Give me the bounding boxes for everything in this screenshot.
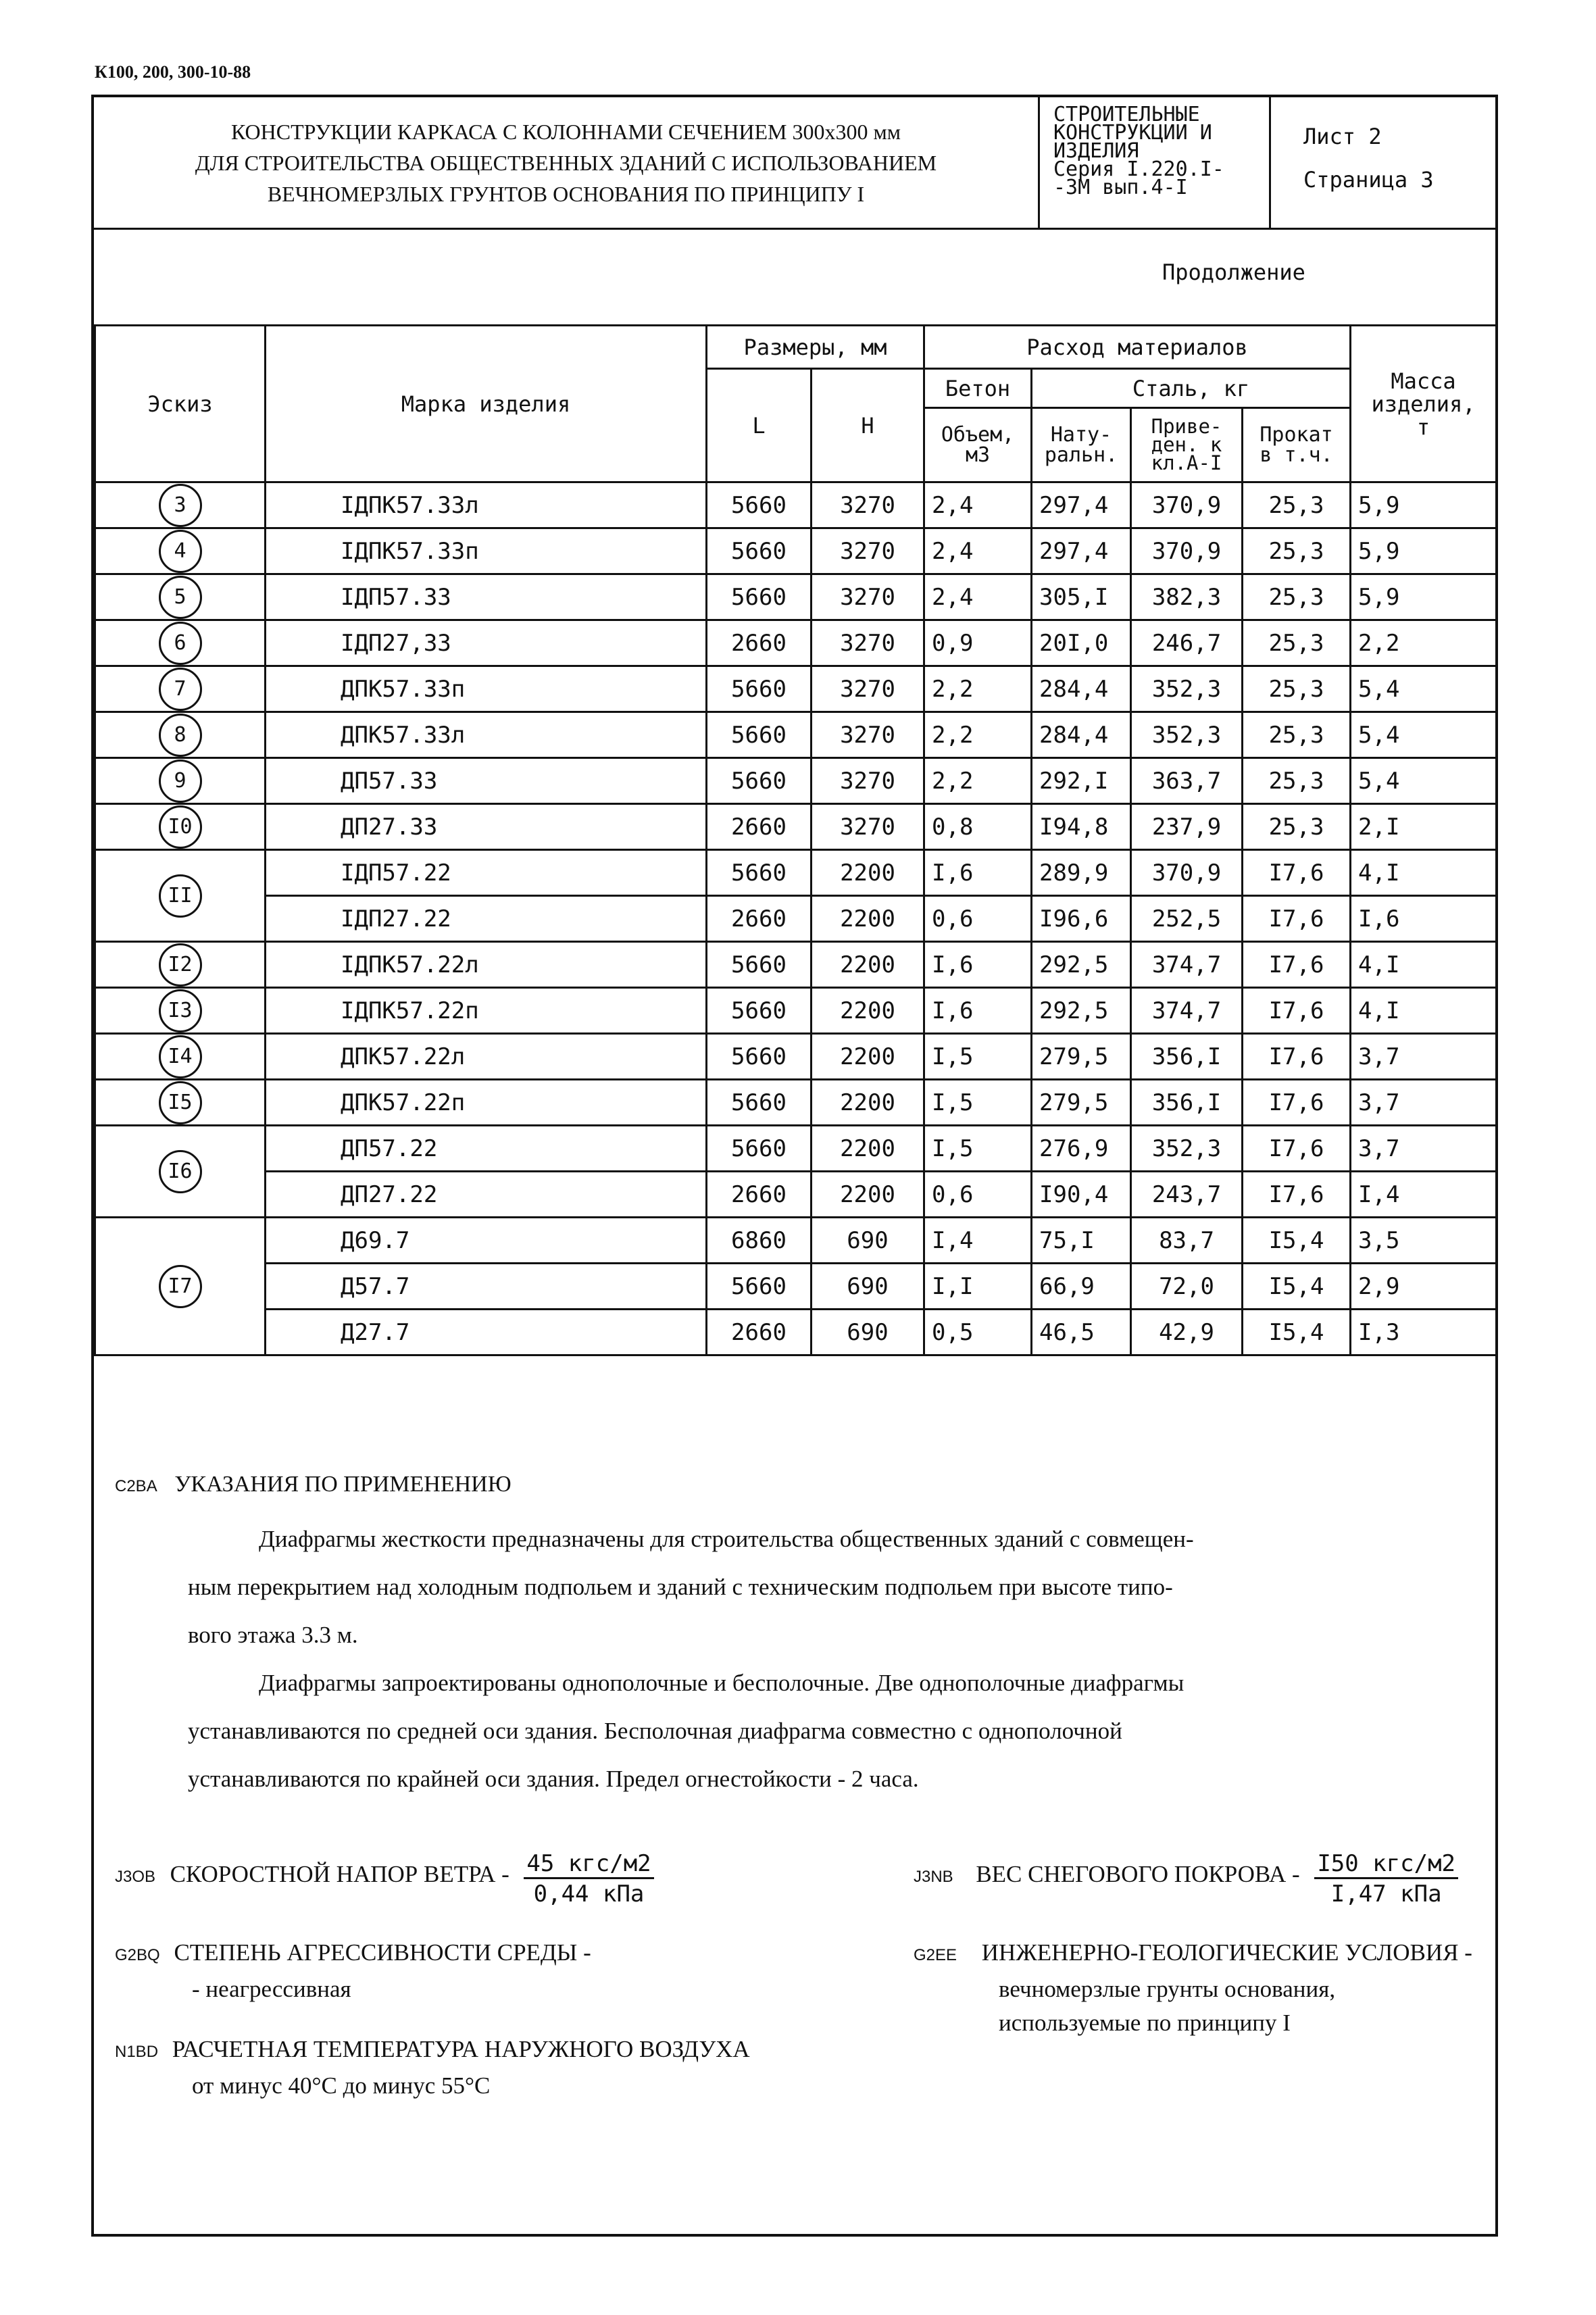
title-line: ВЕЧНОМЕРЗЛЫХ ГРУНТОВ ОСНОВАНИЯ ПО ПРИНЦИПУ I — [267, 181, 865, 206]
cell-mark: IДП27.22 — [266, 896, 707, 942]
geology-line: вечномерзлые грунты основания, — [999, 1976, 1336, 2002]
cell-mark: IДП57.22 — [266, 850, 707, 896]
header-materials: Расход материалов — [924, 326, 1351, 369]
paragraph-line: Диафрагмы запроектированы однополочные и бесполочные. Две однополочные диафрагмы — [259, 1670, 1184, 1696]
wind-value-kgs: 45 кгс/м2 — [524, 1850, 653, 1879]
cell-mass: 2,I — [1351, 804, 1497, 850]
sketch-number: I2 — [159, 943, 202, 987]
table-row — [95, 1310, 1497, 1355]
cell-L: 6860 — [707, 1218, 812, 1264]
header-rolled — [1243, 408, 1351, 482]
cell-red: 382,3 — [1131, 574, 1243, 620]
header-reduced-line: ден. к — [1151, 433, 1222, 456]
cell-L: 5660 — [707, 850, 812, 896]
cell-vol: 2,2 — [924, 712, 1032, 758]
cell-roll: 25,3 — [1243, 574, 1351, 620]
cell-red: 42,9 — [1131, 1310, 1243, 1355]
cell-mark: ДП27.33 — [266, 804, 707, 850]
sketch-number: I3 — [159, 989, 202, 1032]
cell-L: 2660 — [707, 1172, 812, 1218]
header-mass-line: т — [1416, 414, 1430, 440]
cell-L: 5660 — [707, 482, 812, 528]
table-row — [95, 712, 1497, 758]
sketch-cell — [95, 620, 266, 666]
cell-mass: 5,4 — [1351, 666, 1497, 712]
aggressiveness-value: - неагрессивная — [192, 1976, 351, 2002]
table-row — [95, 850, 1497, 896]
sketch-number: 8 — [159, 714, 202, 757]
sketch-cell — [95, 1218, 266, 1355]
cell-nat: I94,8 — [1032, 804, 1131, 850]
cell-red: 352,3 — [1131, 1126, 1243, 1172]
cell-mark: ДПК57.33п — [266, 666, 707, 712]
cell-L: 5660 — [707, 574, 812, 620]
cell-mass: 2,9 — [1351, 1264, 1497, 1310]
header-reduced — [1131, 408, 1243, 482]
cell-roll: 25,3 — [1243, 528, 1351, 574]
header-reduced-line: кл.А-I — [1151, 451, 1222, 474]
sketch-cell — [95, 850, 266, 942]
header-volume-line: Объем, — [941, 422, 1015, 447]
cell-red: 374,7 — [1131, 942, 1243, 988]
cell-roll: 25,3 — [1243, 482, 1351, 528]
table-row — [95, 528, 1497, 574]
sketch-cell — [95, 528, 266, 574]
cell-vol: I,6 — [924, 850, 1032, 896]
cell-H: 2200 — [812, 850, 924, 896]
cell-mass: 2,2 — [1351, 620, 1497, 666]
cell-mass: I,3 — [1351, 1310, 1497, 1355]
cell-H: 3270 — [812, 482, 924, 528]
series-line: СТРОИТЕЛЬНЫЕ — [1053, 103, 1200, 126]
cell-mass: 5,4 — [1351, 712, 1497, 758]
temperature-code: N1BD — [115, 2043, 159, 2061]
header-volume-line: м3 — [965, 443, 991, 467]
snow-value-kpa: I,47 кПа — [1330, 1881, 1442, 1908]
cell-H: 690 — [812, 1310, 924, 1355]
header-volume — [924, 408, 1032, 482]
cell-mark: Д27.7 — [266, 1310, 707, 1355]
cell-H: 2200 — [812, 988, 924, 1034]
table-body — [95, 482, 1497, 1355]
cell-vol: I,I — [924, 1264, 1032, 1310]
cell-nat: I96,6 — [1032, 896, 1131, 942]
cell-roll: I5,4 — [1243, 1218, 1351, 1264]
cell-mark: IДПК57.33п — [266, 528, 707, 574]
cell-L: 5660 — [707, 1080, 812, 1126]
cell-vol: 0,8 — [924, 804, 1032, 850]
sketch-cell — [95, 482, 266, 528]
cell-red: 374,7 — [1131, 988, 1243, 1034]
cell-nat: I90,4 — [1032, 1172, 1131, 1218]
series-line: -3М вып.4-I — [1053, 176, 1188, 199]
sketch-number: 4 — [159, 530, 202, 573]
cell-nat: 297,4 — [1032, 528, 1131, 574]
paragraph-line: ным перекрытием над холодным подпольем и зданий с техническим подпольем при высоте типо- — [188, 1574, 1173, 1600]
cell-mass: 4,I — [1351, 988, 1497, 1034]
title-line: ДЛЯ СТРОИТЕЛЬСТВА ОБЩЕСТВЕННЫХ ЗДАНИЙ С ИСПОЛЬЗОВАНИЕМ — [195, 150, 937, 175]
title-line: КОНСТРУКЦИИ КАРКАСА С КОЛОННАМИ СЕЧЕНИЕМ 300х300 мм — [230, 119, 901, 144]
aggressiveness-label: СТЕПЕНЬ АГРЕССИВНОСТИ СРЕДЫ - — [174, 1939, 591, 1966]
cell-H: 3270 — [812, 758, 924, 804]
cell-red: 370,9 — [1131, 528, 1243, 574]
table-row — [95, 896, 1497, 942]
sketch-number: I6 — [159, 1150, 202, 1193]
sketch-number: 6 — [159, 622, 202, 665]
cell-mass: I,4 — [1351, 1172, 1497, 1218]
series-line: ИЗДЕЛИЯ — [1053, 139, 1139, 163]
cell-vol: 0,6 — [924, 1172, 1032, 1218]
wind-code: J3OB — [115, 1868, 156, 1886]
sketch-number: 7 — [159, 668, 202, 711]
cell-roll: I7,6 — [1243, 850, 1351, 896]
cell-H: 690 — [812, 1264, 924, 1310]
continuation-label: Продолжение — [1162, 259, 1305, 285]
sketch-cell — [95, 574, 266, 620]
cell-nat: 46,5 — [1032, 1310, 1131, 1355]
cell-vol: 2,2 — [924, 666, 1032, 712]
header-length: L — [707, 369, 812, 482]
header-natural — [1032, 408, 1131, 482]
cell-mass: 3,7 — [1351, 1034, 1497, 1080]
cell-red: 237,9 — [1131, 804, 1243, 850]
table-row — [95, 1034, 1497, 1080]
cell-L: 5660 — [707, 1126, 812, 1172]
table-row — [95, 1126, 1497, 1172]
table-row — [95, 666, 1497, 712]
cell-mass: 4,I — [1351, 850, 1497, 896]
cell-L: 2660 — [707, 620, 812, 666]
cell-vol: I,5 — [924, 1080, 1032, 1126]
cell-H: 690 — [812, 1218, 924, 1264]
cell-L: 5660 — [707, 942, 812, 988]
cell-mark: Д57.7 — [266, 1264, 707, 1310]
instructions-paragraph-1 — [188, 1515, 1465, 1803]
cell-mark: ДПК57.22л — [266, 1034, 707, 1080]
geology-line: используемые по принципу I — [999, 2010, 1291, 2036]
cell-red: 243,7 — [1131, 1172, 1243, 1218]
cell-L: 5660 — [707, 528, 812, 574]
cell-H: 2200 — [812, 1172, 924, 1218]
table-row — [95, 574, 1497, 620]
sketch-number: I4 — [159, 1035, 202, 1078]
cell-mark: ДПК57.33л — [266, 712, 707, 758]
header-sketch: Эскиз — [95, 326, 266, 482]
paragraph-line: Диафрагмы жесткости предназначены для строительства общественных зданий с совмещен- — [259, 1526, 1194, 1552]
cell-nat: 289,9 — [1032, 850, 1131, 896]
cell-H: 2200 — [812, 896, 924, 942]
cell-L: 2660 — [707, 896, 812, 942]
cell-roll: I7,6 — [1243, 1126, 1351, 1172]
cell-nat: 66,9 — [1032, 1264, 1131, 1310]
header-rolled-line: Прокат — [1260, 422, 1333, 447]
sketch-cell — [95, 988, 266, 1034]
cell-red: 352,3 — [1131, 666, 1243, 712]
cell-vol: I,6 — [924, 988, 1032, 1034]
cell-roll: I7,6 — [1243, 1080, 1351, 1126]
cell-L: 5660 — [707, 1034, 812, 1080]
sketch-number: 3 — [159, 484, 202, 527]
cell-roll: 25,3 — [1243, 758, 1351, 804]
cell-vol: I,5 — [924, 1126, 1032, 1172]
cell-red: 83,7 — [1131, 1218, 1243, 1264]
cell-vol: 0,5 — [924, 1310, 1032, 1355]
snow-value-kgs: I50 кгс/м2 — [1314, 1850, 1458, 1879]
sketch-number: II — [159, 874, 202, 918]
instructions-title: УКАЗАНИЯ ПО ПРИМЕНЕНИЮ — [174, 1472, 512, 1497]
paragraph-line: устанавливаются по средней оси здания. Бесполочная диафрагма совместно с однополочной — [188, 1718, 1122, 1744]
cell-nat: 292,I — [1032, 758, 1131, 804]
cell-mass: 5,9 — [1351, 482, 1497, 528]
table-row — [95, 482, 1497, 528]
cell-red: 370,9 — [1131, 482, 1243, 528]
table-row — [95, 942, 1497, 988]
temperature-range: от минус 40°С до минус 55°С — [192, 2072, 491, 2099]
table-row — [95, 1264, 1497, 1310]
table-row — [95, 620, 1497, 666]
geology-note — [914, 1936, 1472, 2040]
cell-vol: 2,4 — [924, 528, 1032, 574]
cell-red: 356,I — [1131, 1034, 1243, 1080]
paragraph-line: устанавливаются по крайней оси здания. Предел огнестойкости - 2 часа. — [188, 1766, 919, 1792]
sketch-number: 5 — [159, 576, 202, 619]
cell-L: 5660 — [707, 712, 812, 758]
cell-roll: I7,6 — [1243, 988, 1351, 1034]
temperature-note — [115, 2033, 750, 2103]
cell-mass: I,6 — [1351, 896, 1497, 942]
series-line: КОНСТРУКЦИИ И — [1053, 121, 1212, 145]
aggressiveness-note — [115, 1936, 591, 2006]
cell-mark: Д69.7 — [266, 1218, 707, 1264]
cell-red: 356,I — [1131, 1080, 1243, 1126]
header-mark: Марка изделия — [266, 326, 707, 482]
cell-H: 3270 — [812, 620, 924, 666]
cell-roll: 25,3 — [1243, 804, 1351, 850]
cell-L: 5660 — [707, 666, 812, 712]
sketch-number: 9 — [159, 760, 202, 803]
cell-mark: ДПК57.22п — [266, 1080, 707, 1126]
sketch-cell — [95, 712, 266, 758]
cell-nat: 292,5 — [1032, 988, 1131, 1034]
cell-nat: 20I,0 — [1032, 620, 1131, 666]
header-mass-line: Масса — [1391, 368, 1456, 394]
cell-mark: IДПК57.22л — [266, 942, 707, 988]
cell-mark: ДП57.33 — [266, 758, 707, 804]
cell-vol: 0,9 — [924, 620, 1032, 666]
cell-H: 3270 — [812, 712, 924, 758]
document-reference: К100, 200, 300-10-88 — [95, 62, 251, 82]
cell-nat: 276,9 — [1032, 1126, 1131, 1172]
table-row — [95, 758, 1497, 804]
cell-H: 2200 — [812, 1080, 924, 1126]
cell-H: 2200 — [812, 1034, 924, 1080]
cell-nat: 75,I — [1032, 1218, 1131, 1264]
sketch-number: I5 — [159, 1081, 202, 1124]
header-height: Н — [812, 369, 924, 482]
cell-roll: I7,6 — [1243, 1172, 1351, 1218]
cell-L: 2660 — [707, 804, 812, 850]
cell-H: 2200 — [812, 1126, 924, 1172]
cell-vol: I,5 — [924, 1034, 1032, 1080]
cell-mark: IДПК57.33л — [266, 482, 707, 528]
cell-H: 3270 — [812, 574, 924, 620]
cell-mass: 5,9 — [1351, 574, 1497, 620]
snow-code: J3NB — [914, 1868, 953, 1886]
sketch-cell — [95, 666, 266, 712]
header-sizes: Размеры, мм — [707, 326, 924, 369]
wind-fraction — [524, 1850, 653, 1908]
sketch-cell — [95, 1126, 266, 1218]
cell-red: 363,7 — [1131, 758, 1243, 804]
sheet-block — [1271, 97, 1495, 230]
sketch-number: I0 — [159, 805, 202, 849]
table-row — [95, 1172, 1497, 1218]
cell-mass: 3,7 — [1351, 1080, 1497, 1126]
cell-mark: ДП57.22 — [266, 1126, 707, 1172]
wind-label: СКОРОСТНОЙ НАПОР ВЕТРА - — [170, 1861, 509, 1887]
cell-H: 3270 — [812, 528, 924, 574]
cell-mass: 5,9 — [1351, 528, 1497, 574]
cell-H: 2200 — [812, 942, 924, 988]
header-reduced-line: Приве- — [1151, 415, 1222, 438]
geology-label: ИНЖЕНЕРНО-ГЕОЛОГИЧЕСКИЕ УСЛОВИЯ - — [981, 1939, 1472, 1966]
cell-mark: IДПК57.22п — [266, 988, 707, 1034]
instructions-code: C2BA — [115, 1477, 157, 1495]
table-row — [95, 804, 1497, 850]
sketch-cell — [95, 1080, 266, 1126]
wind-note — [115, 1850, 654, 1908]
cell-mass: 3,7 — [1351, 1126, 1497, 1172]
sheet-number: Лист 2 — [1303, 124, 1382, 149]
cell-mark: ДП27.22 — [266, 1172, 707, 1218]
cell-nat: 279,5 — [1032, 1034, 1131, 1080]
cell-nat: 284,4 — [1032, 666, 1131, 712]
snow-fraction — [1314, 1850, 1458, 1908]
cell-nat: 284,4 — [1032, 712, 1131, 758]
cell-mass: 4,I — [1351, 942, 1497, 988]
cell-mass: 3,5 — [1351, 1218, 1497, 1264]
cell-nat: 292,5 — [1032, 942, 1131, 988]
paragraph-line: вого этажа 3.3 м. — [188, 1622, 358, 1648]
cell-roll: I5,4 — [1243, 1264, 1351, 1310]
page-number: Страница 3 — [1303, 167, 1434, 193]
header-steel: Сталь, кг — [1032, 369, 1351, 408]
table-row — [95, 1218, 1497, 1264]
cell-red: 370,9 — [1131, 850, 1243, 896]
sketch-cell — [95, 1034, 266, 1080]
header-concrete: Бетон — [924, 369, 1032, 408]
cell-roll: I5,4 — [1243, 1310, 1351, 1355]
header-rolled-line: в т.ч. — [1260, 443, 1333, 467]
cell-H: 3270 — [812, 666, 924, 712]
cell-roll: I7,6 — [1243, 896, 1351, 942]
cell-vol: 2,2 — [924, 758, 1032, 804]
cell-vol: I,6 — [924, 942, 1032, 988]
cell-nat: 279,5 — [1032, 1080, 1131, 1126]
table-row — [95, 1080, 1497, 1126]
cell-L: 2660 — [707, 1310, 812, 1355]
header-mass-line: изделия, — [1371, 391, 1476, 417]
cell-mark: IДП57.33 — [266, 574, 707, 620]
table-row — [95, 988, 1497, 1034]
cell-red: 252,5 — [1131, 896, 1243, 942]
header-natural-line: ральн. — [1044, 443, 1118, 467]
cell-L: 5660 — [707, 1264, 812, 1310]
geology-code: G2EE — [914, 1946, 957, 1964]
cell-roll: I7,6 — [1243, 1034, 1351, 1080]
cell-nat: 305,I — [1032, 574, 1131, 620]
sketch-number: I7 — [159, 1265, 202, 1308]
title-block — [94, 97, 1040, 230]
cell-roll: I7,6 — [1243, 942, 1351, 988]
cell-vol: 2,4 — [924, 482, 1032, 528]
materials-table — [94, 324, 1497, 1356]
series-line: Серия I.220.I- — [1053, 157, 1224, 181]
wind-value-kpa: 0,44 кПа — [533, 1881, 645, 1908]
header-mass — [1351, 326, 1497, 482]
sketch-cell — [95, 804, 266, 850]
snow-note — [914, 1850, 1458, 1908]
cell-vol: I,4 — [924, 1218, 1032, 1264]
sketch-cell — [95, 758, 266, 804]
cell-vol: 2,4 — [924, 574, 1032, 620]
aggressiveness-code: G2BQ — [115, 1946, 160, 1964]
cell-roll: 25,3 — [1243, 712, 1351, 758]
cell-red: 72,0 — [1131, 1264, 1243, 1310]
sketch-cell — [95, 942, 266, 988]
cell-roll: 25,3 — [1243, 620, 1351, 666]
snow-label: ВЕС СНЕГОВОГО ПОКРОВА - — [976, 1861, 1300, 1887]
cell-H: 3270 — [812, 804, 924, 850]
cell-red: 352,3 — [1131, 712, 1243, 758]
cell-red: 246,7 — [1131, 620, 1243, 666]
cell-mark: IДП27,33 — [266, 620, 707, 666]
cell-L: 5660 — [707, 988, 812, 1034]
cell-roll: 25,3 — [1243, 666, 1351, 712]
instructions-heading — [115, 1472, 512, 1497]
temperature-label: РАСЧЕТНАЯ ТЕМПЕРАТУРА НАРУЖНОГО ВОЗДУХА — [172, 2036, 750, 2062]
cell-vol: 0,6 — [924, 896, 1032, 942]
header-natural-line: Нату- — [1050, 422, 1112, 447]
cell-mass: 5,4 — [1351, 758, 1497, 804]
cell-L: 5660 — [707, 758, 812, 804]
series-block — [1040, 97, 1271, 230]
cell-nat: 297,4 — [1032, 482, 1131, 528]
